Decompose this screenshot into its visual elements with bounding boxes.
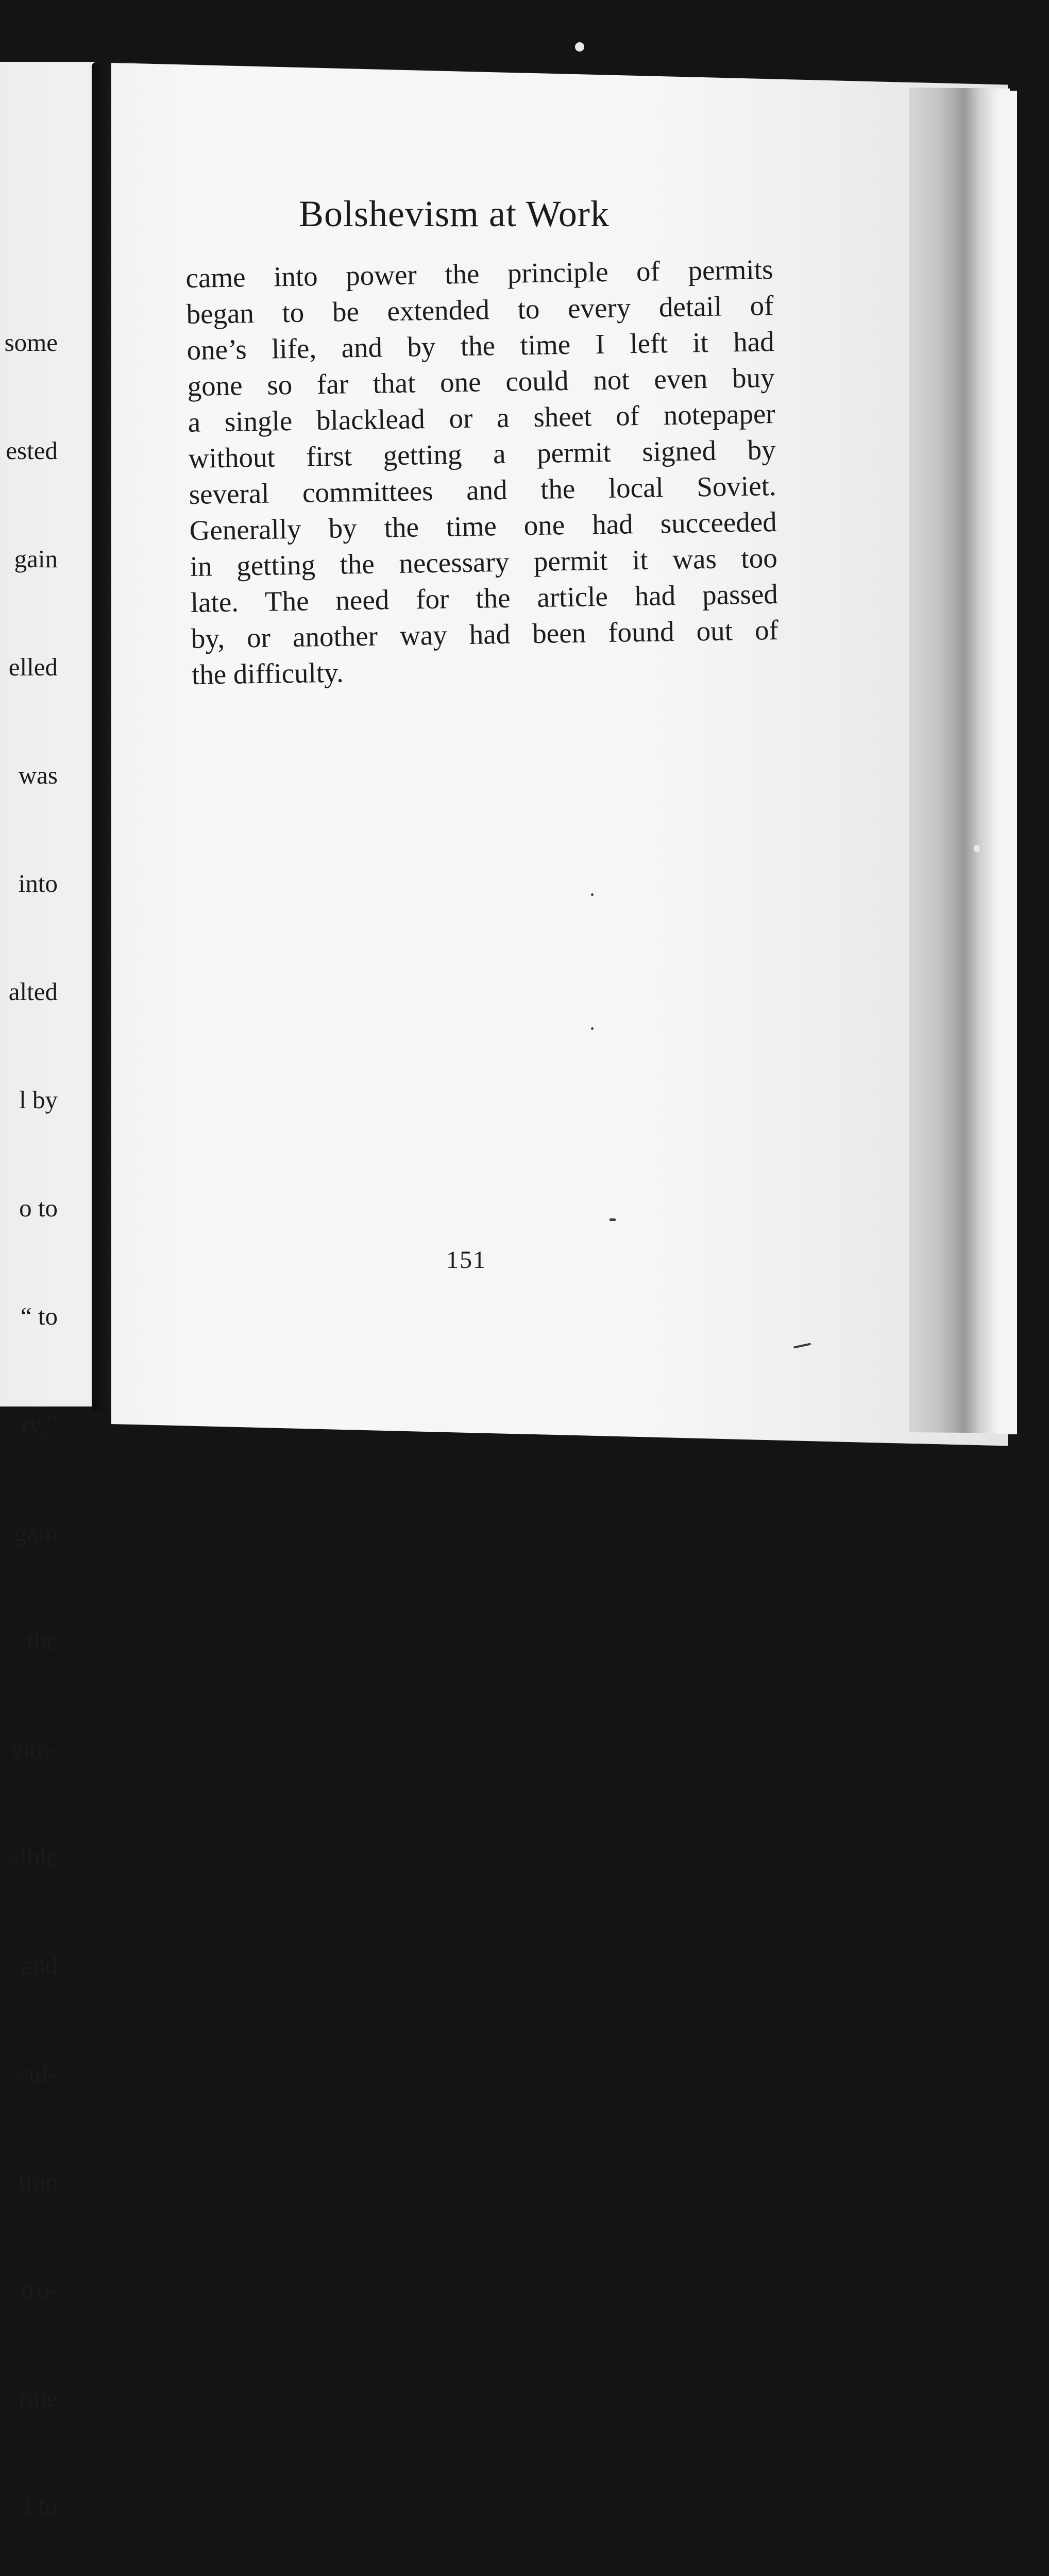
left-page-line: l to — [25, 2492, 58, 2520]
left-page-line: vith- — [10, 1735, 58, 1763]
left-page-line: the — [27, 1626, 58, 1655]
left-page-line: l by — [19, 1086, 58, 1114]
text-line: one’s life, and by the time I left it had — [187, 326, 774, 366]
left-page-line: tro- — [21, 2276, 58, 2304]
left-page-line: ry,” — [21, 1410, 58, 1438]
text-line: came into power the principle of permits — [185, 253, 773, 294]
left-page-line: gain — [14, 1518, 58, 1547]
text-line: gone so far that one could not even buy — [187, 362, 775, 402]
text-line: without first getting a permit signed by — [188, 434, 776, 474]
left-page-line: suf- — [18, 2059, 58, 2088]
text-line: late. The need for the article had passed — [190, 578, 779, 618]
left-page-line: o to — [19, 1194, 58, 1222]
text-line: a single blacklead or a sheet of notepaper — [188, 398, 775, 438]
left-page-line: elled — [8, 653, 58, 681]
text-line: several committees and the local Soviet. — [189, 470, 777, 510]
text-line: in getting the necessary permit it was too — [190, 542, 778, 582]
left-page-line: add — [21, 1951, 58, 1979]
left-page-line: rine — [18, 2384, 58, 2412]
left-page-line: sible — [10, 1843, 58, 1871]
body-text — [185, 251, 779, 693]
left-page-line: “ to — [20, 1302, 58, 1330]
left-page-line: some — [4, 328, 58, 357]
left-page-line: into — [18, 869, 58, 897]
page-number: 151 — [446, 1246, 486, 1274]
running-head: Bolshevism at Work — [299, 193, 610, 234]
left-page-line: alted — [8, 977, 58, 1006]
left-page-line: tion — [18, 2167, 58, 2196]
left-page-line: ested — [6, 436, 58, 465]
text-line: by, or another way had been found out of — [191, 614, 779, 654]
text-line: Generally by the time one had succeeded — [189, 506, 777, 546]
text-line: began to be extended to every detail of — [186, 290, 774, 330]
left-page-line: was — [18, 761, 58, 789]
text-line: the difficulty. — [191, 656, 344, 690]
left-page-line: gain — [14, 545, 58, 573]
